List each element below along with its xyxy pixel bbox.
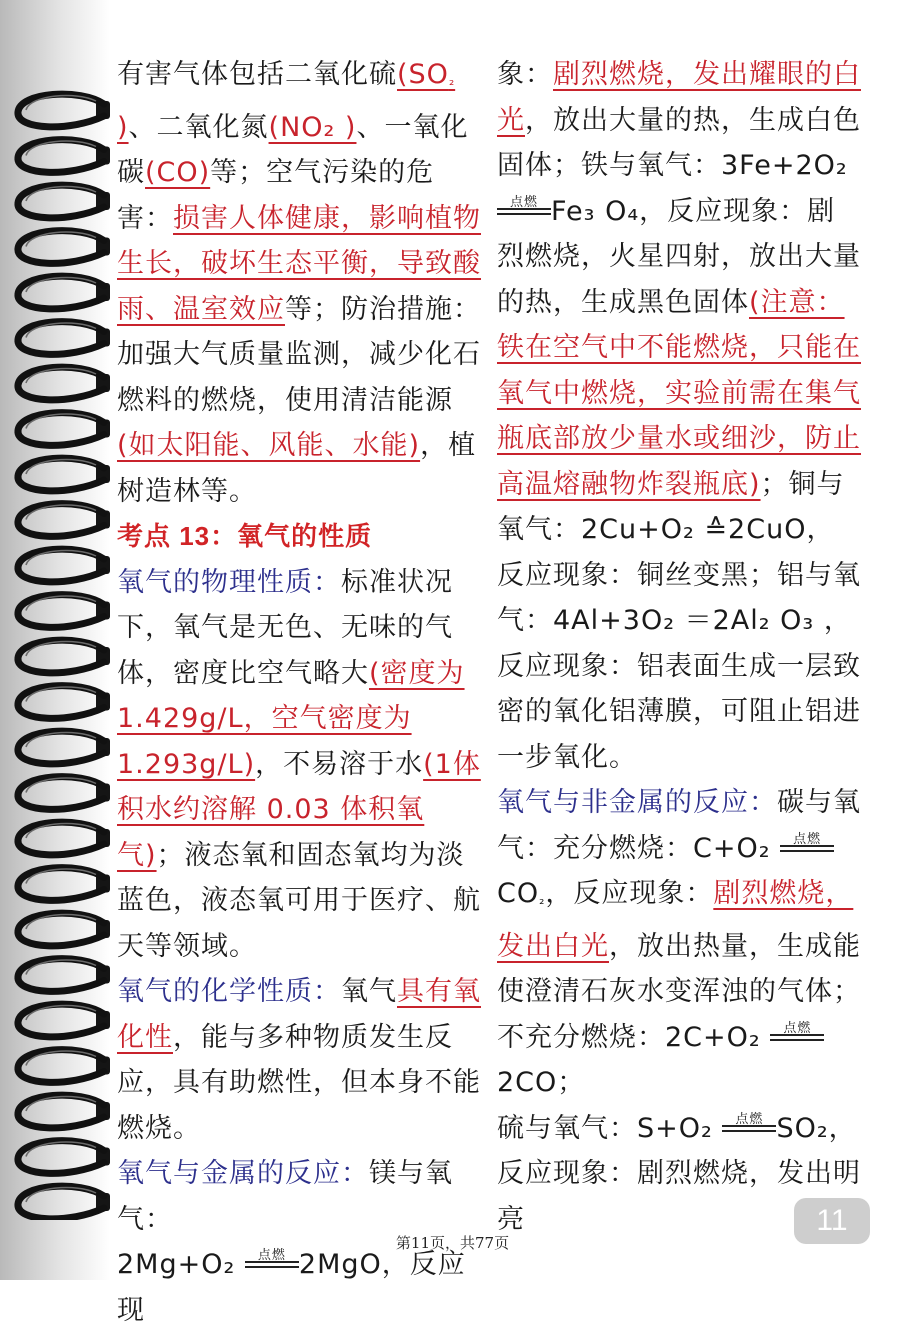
highlight-density: (密度为1.429g/L，空气密度为1.293g/L) xyxy=(117,657,465,780)
text-physical-b: ，不易溶于水 xyxy=(255,748,424,780)
text-chemical-a: 氧气 xyxy=(341,976,397,1007)
label-physical-properties: 氧气的物理性质： xyxy=(117,566,341,598)
label-nonmetal-reactions: 氧气与非金属的反应： xyxy=(497,787,777,818)
highlight-so2: (SO₂ ) xyxy=(117,59,456,143)
text-physical-c: ；液态氧和固态氧均为淡蓝色，液态氧可用于医疗、航天等领域。 xyxy=(117,839,481,962)
text-carbon-full: 碳与氧气：充分燃烧：C+O₂ xyxy=(497,787,861,864)
equation-c2-right: 2CO； xyxy=(497,1067,586,1098)
text-afforestation: ，植树造林等。 xyxy=(117,430,477,507)
label-chemical-properties: 氧气的化学性质： xyxy=(117,976,341,1007)
right-column: 象：剧烈燃烧，发出耀眼的白光，放出大量的热，生成白色固体；铁与氧气：3Fe+2O₂ 点燃 Fe₃ O₄，反应现象：剧烈燃烧，火星四射，放出大量的热，生成黑色固体(注意：铁在空气中不能燃烧，只能在氧气中燃烧，实验前需在集气瓶底部放少量水或细沙，防止高温熔融物炸裂瓶底)；铜与氧气：2Cu+O₂ ≙2CuO，反应现象：铜丝变黑；铝与氧气：4Al+3O₂ ＝2Al₂ O₃ ，反应现象：铝表面生成一层致密的氧化铝薄膜，可阻止铝进一步氧化。 氧气与非金属的反应：碳与氧气：充分燃烧：C+O₂ 点燃 CO₂，反应现象：剧烈燃烧，发出白光，放出热量，生成能使澄清石灰水变浑浊的气体；不充分燃烧：2C+O₂ 点燃 2CO； 硫与氧气：S+O₂ 点燃 SO₂，反应现象：剧烈燃烧，发出明亮 xyxy=(497,59,861,1235)
text-mg-phenomenon-start: ，反应现 xyxy=(117,1249,466,1326)
page-footer: 第11页，共77页 xyxy=(395,1234,510,1252)
text-s-phenomenon: ，反应现象：剧烈燃烧，发出明亮 xyxy=(497,1112,861,1235)
text-fe-intro: ，放出大量的热，生成白色固体；铁与氧气：3Fe+2O₂ xyxy=(497,104,861,181)
highlight-no2: (NO₂ ) xyxy=(268,111,357,143)
text-harm-intro: 等；空气污染的危害： xyxy=(117,157,435,234)
text-c-partial: ，放出热量，生成能使澄清石灰水变浑浊的气体；不充分燃烧：2C+O₂ xyxy=(497,930,861,1053)
highlight-co: (CO) xyxy=(145,157,211,188)
highlight-harm: 损害人体健康，影响植物生长，破坏生态平衡，导致酸雨、温室效应 xyxy=(117,202,481,325)
highlight-fe-note: (注意：铁在空气中不能燃烧，只能在氧气中燃烧，实验前需在集气瓶底部放少量水或细沙，防止高温熔融物炸裂瓶底) xyxy=(497,286,861,500)
text-no2: 、二氧化氮 xyxy=(128,111,269,143)
text-physical-a: 标准状况下，氧气是无色、无味的气体，密度比空气略大 xyxy=(117,566,453,689)
text-c-phenomenon-label: ，反应现象： xyxy=(545,878,714,909)
section-heading: 考点 13：氧气的性质 xyxy=(117,521,373,551)
text-prevention: 等；防治措施：加强大气质量监测，减少化石燃料的燃烧，使用清洁能源 xyxy=(117,293,481,416)
highlight-clean-energy: (如太阳能、风能、水能) xyxy=(117,430,421,461)
equation-s-right: SO₂ xyxy=(776,1112,829,1144)
equation-fe-right: Fe₃ O₄ xyxy=(551,195,640,227)
text-cu-al: ；铜与氧气：2Cu+O₂ ≙2CuO，反应现象：铜丝变黑；铝与氧气：4Al+3O₂ ＝2Al₂ O₃ ，反应现象：铝表面生成一层致密的氧化铝薄膜，可阻止铝进一步氧化。 xyxy=(497,468,861,773)
spiral-binding xyxy=(0,40,120,1220)
text-fe-phenomenon: ，反应现象：剧烈燃烧，火星四射，放出大量的热，生成黑色固体 xyxy=(497,195,861,318)
text-mg-intro: 镁与氧气： xyxy=(117,1158,453,1235)
highlight-c-phenomenon: 剧烈燃烧，发出白光 xyxy=(497,878,854,962)
text-chemical-b: ，能与多种物质发生反应，具有助燃性，但本身不能燃烧。 xyxy=(117,1021,481,1144)
text-phenomenon-cont: 象： xyxy=(497,59,553,90)
text-co: 、一氧化碳 xyxy=(117,111,469,188)
spiral-binding-graphic xyxy=(0,40,120,1220)
equation-c-right: CO xyxy=(497,878,540,909)
equation-c-sub: ₂ xyxy=(539,893,546,908)
left-column: 有害气体包括二氧化硫(SO₂ )、二氧化氮(NO₂ )、一氧化碳(CO)等；空气污染的危害：损害人体健康，影响植物生长，破坏生态平衡，导致酸雨、温室效应等；防治措施：加强大气质量监测，减少化石燃料的燃烧，使用清洁能源(如太阳能、风能、水能)，植树造林等。 考点 13：氧气的性质 氧气的物理性质：标准状况下，氧气是无色、无味的气体，密度比空气略大(密度为1.429g/L，空气密度为1.293g/L)，不易溶于水(1体积水约溶解 0.03 体积氧气)；液态氧和固态氧均为淡蓝色，液态氧可用于医疗、航天等领域。 氧气的化学性质：氧气具有氧化性，能与多种物质发生反应，具有助燃性，但本身不能燃烧。 氧气与金属的反应：镁与氧气： 2Mg+O₂ 点燃 2MgO，反应现 xyxy=(117,59,481,1326)
highlight-solubility: (1体积水约溶解 0.03 体积氧气) xyxy=(117,748,481,871)
label-metal-reactions: 氧气与金属的反应： xyxy=(117,1158,369,1189)
highlight-mg-phenomenon: 剧烈燃烧，发出耀眼的白光 xyxy=(497,59,861,136)
equation-mg-right: 2MgO xyxy=(298,1249,382,1280)
page-number-badge: 11 xyxy=(794,1198,870,1244)
equation-mg-left: 2Mg+O₂ xyxy=(117,1249,236,1280)
text-sulfur: 硫与氧气：S+O₂ xyxy=(497,1112,713,1144)
text-harmful-gases: 有害气体包括二氧化硫 xyxy=(117,59,397,90)
highlight-oxidizing: 具有氧化性 xyxy=(117,976,481,1053)
